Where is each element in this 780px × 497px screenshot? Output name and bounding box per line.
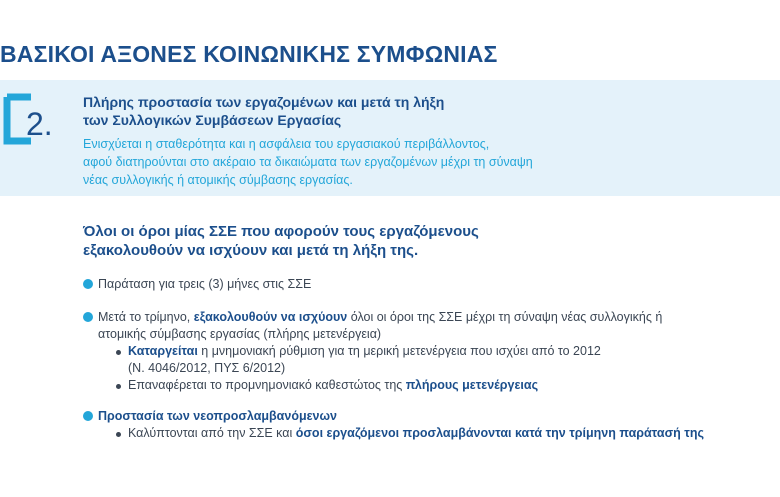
sub-bullet-text-line-2: (Ν. 4046/2012, ΠΥΣ 6/2012): [128, 361, 286, 375]
sub-bullet-text: Καλύπτονται από την ΣΣΕ και: [128, 426, 296, 440]
sub-bullet-dot-icon: [116, 384, 121, 389]
section-heading-line-2: των Συλλογικών Συμβάσεων Εργασίας: [83, 112, 342, 128]
section-description: [83, 135, 683, 189]
sub-list-item: [83, 343, 780, 377]
bullet-text-line-2: ατομικής σύμβασης εργασίας (πλήρης μετενέργεια): [98, 327, 382, 341]
sub-bullet-dot-icon: [116, 350, 121, 355]
sub-bullet-text: η μνημονιακή ρύθμιση για τη μερική μετενέργεια που ισχύει από το 2012: [197, 344, 601, 358]
bullet-text: Προστασία των νεοπροσλαμβανόμενων: [98, 409, 337, 423]
sub-bullet-dot-icon: [116, 432, 121, 437]
section-description-line-1: Ενισχύεται η σταθερότητα και η ασφάλεια του εργασιακού περιβάλλοντος,: [83, 137, 490, 151]
sub-bullet-bold: πλήρους μετενέργειας: [405, 378, 539, 392]
bullet-text-post: όλοι οι όροι της ΣΣΕ μέχρι τη σύναψη νέας συλλογικής ή: [347, 310, 663, 324]
bracket-icon: [3, 93, 56, 145]
section-heading: [83, 93, 643, 129]
bullet-dot-icon: [83, 279, 93, 289]
bullet-text-pre: Μετά το τρίμηνο,: [98, 310, 194, 324]
page-title: ΒΑΣΙΚΟΙ ΑΞΟΝΕΣ ΚΟΙΝΩΝΙΚΗΣ ΣΥΜΦΩΝΙΑΣ: [0, 41, 498, 67]
bullet-list: [83, 276, 780, 442]
section-number-badge: [3, 93, 56, 145]
bullet-dot-icon: [83, 411, 93, 421]
sub-heading-line-2: εξακολουθούν να ισχύουν και μετά τη λήξη της.: [83, 242, 419, 259]
section-description-line-3: νέας συλλογικής ή ατομικής σύμβασης εργασίας.: [83, 173, 353, 187]
sub-list-item: [83, 425, 780, 442]
section-number: 2.: [26, 106, 53, 142]
sub-bullet-text: Επαναφέρεται το προμνημονιακό καθεστώτος της: [128, 378, 406, 392]
section-heading-line-1: Πλήρης προστασία των εργαζομένων και μετά τη λήξη: [83, 94, 445, 110]
sub-bullet-bold: όσοι εργαζόμενοι προσλαμβάνονται κατά την τρίμηνη παράτασή της: [295, 426, 704, 440]
bullet-text: Παράταση για τρεις (3) μήνες στις ΣΣΕ: [98, 277, 312, 291]
sub-list-item: [83, 377, 780, 394]
list-item: [83, 408, 780, 425]
list-item: [83, 276, 780, 293]
section-description-line-2: αφού διατηρούνται στο ακέραιο τα δικαιώματα των εργαζομένων μέχρι τη σύναψη: [83, 155, 533, 169]
bullet-text-bold: εξακολουθούν να ισχύουν: [193, 310, 348, 324]
sub-bullet-bold: Καταργείται: [128, 344, 198, 358]
sub-heading-line-1: Όλοι οι όροι μίας ΣΣΕ που αφορούν τους εργαζόμενους: [83, 223, 479, 240]
bullet-dot-icon: [83, 312, 93, 322]
sub-heading: [83, 222, 643, 260]
list-item: [83, 309, 780, 343]
